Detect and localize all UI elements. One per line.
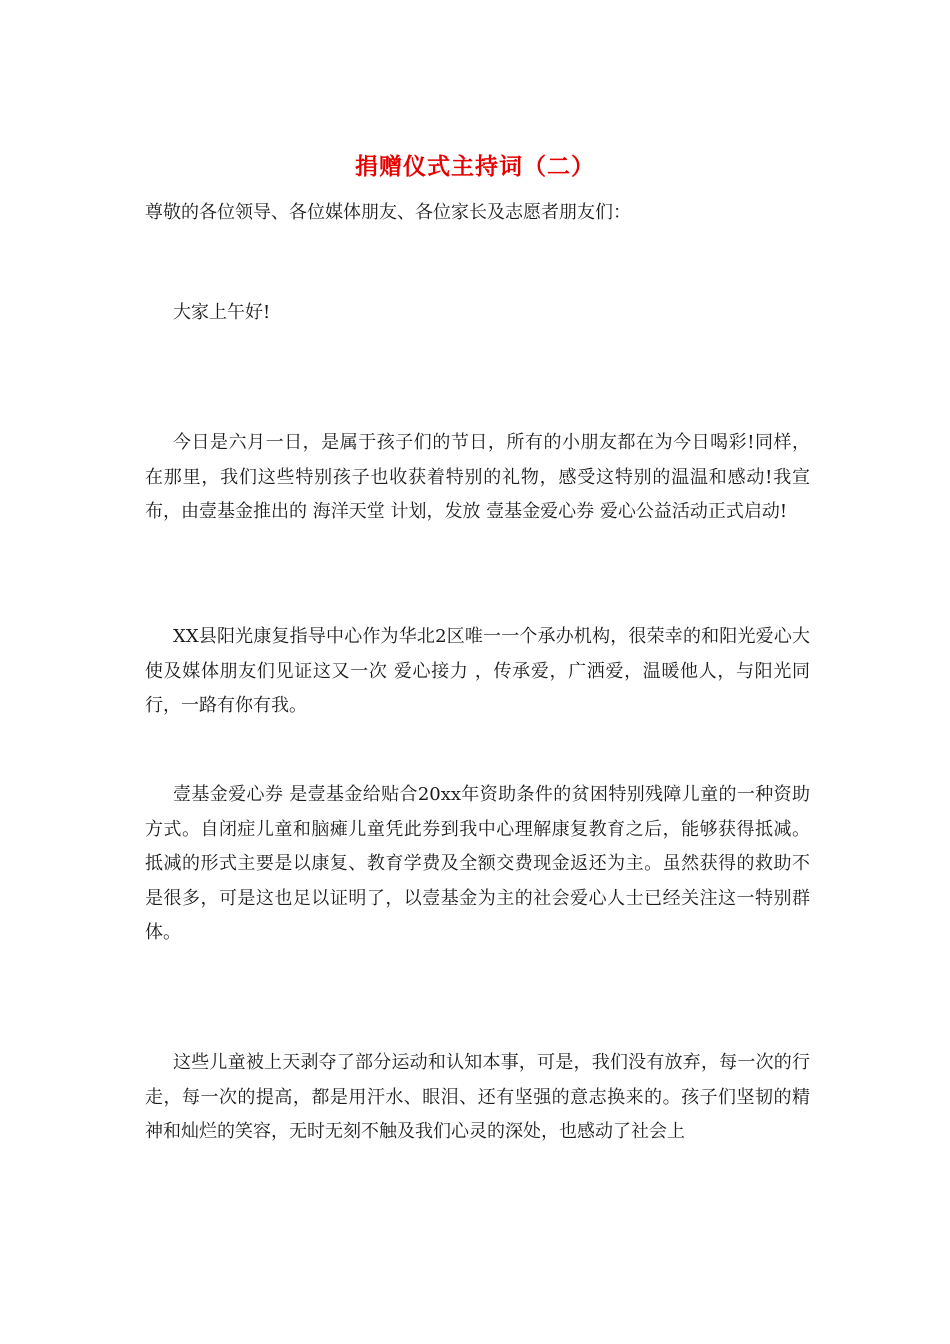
paragraph-announcement: 今日是六月一日，是属于孩子们的节日，所有的小朋友都在为今日喝彩!同样，在那里，我们这些特别孩子也收获着特别的礼物，感受这特别的温温和感动!我宣布，由壹基金推出的 海洋天堂 计划，发放 壹基金爱心券 爱心公益活动正式启动! [145,432,810,522]
paragraph-greeting: 大家上午好! [173,302,271,323]
salutation: 尊敬的各位领导、各位媒体朋友、各位家长及志愿者朋友们： [145,202,631,223]
document-title: 捐赠仪式主持词（二） [355,153,595,180]
paragraph-children: 这些儿童被上天剥夺了部分运动和认知本事，可是，我们没有放弃，每一次的行走，每一次的提高，都是用汗水、眼泪、还有坚强的意志换来的。孩子们坚韧的精神和灿烂的笑容，无时无刻不触及我们心灵的深处，也感动了社会上 [145,1052,810,1142]
paragraph-host-organization: XX县阳光康复指导中心作为华北2区唯一一个承办机构，很荣幸的和阳光爱心大使及媒体朋友们见证这又一次 爱心接力 ，传承爱，广洒爱，温暖他人，与阳光同行，一路有你有我。 [145,626,810,716]
paragraph-love-voucher: 壹基金爱心券 是壹基金给贴合20xx年资助条件的贫困特别残障儿童的一种资助方式。自闭症儿童和脑瘫儿童凭此券到我中心理解康复教育之后，能够获得抵减。抵减的形式主要是以康复、教育学费及全额交费现金返还为主。虽然获得的救助不是很多，可是这也足以证明了，以壹基金为主的社会爱心人士已经关注这一特别群体。 [145,784,810,943]
